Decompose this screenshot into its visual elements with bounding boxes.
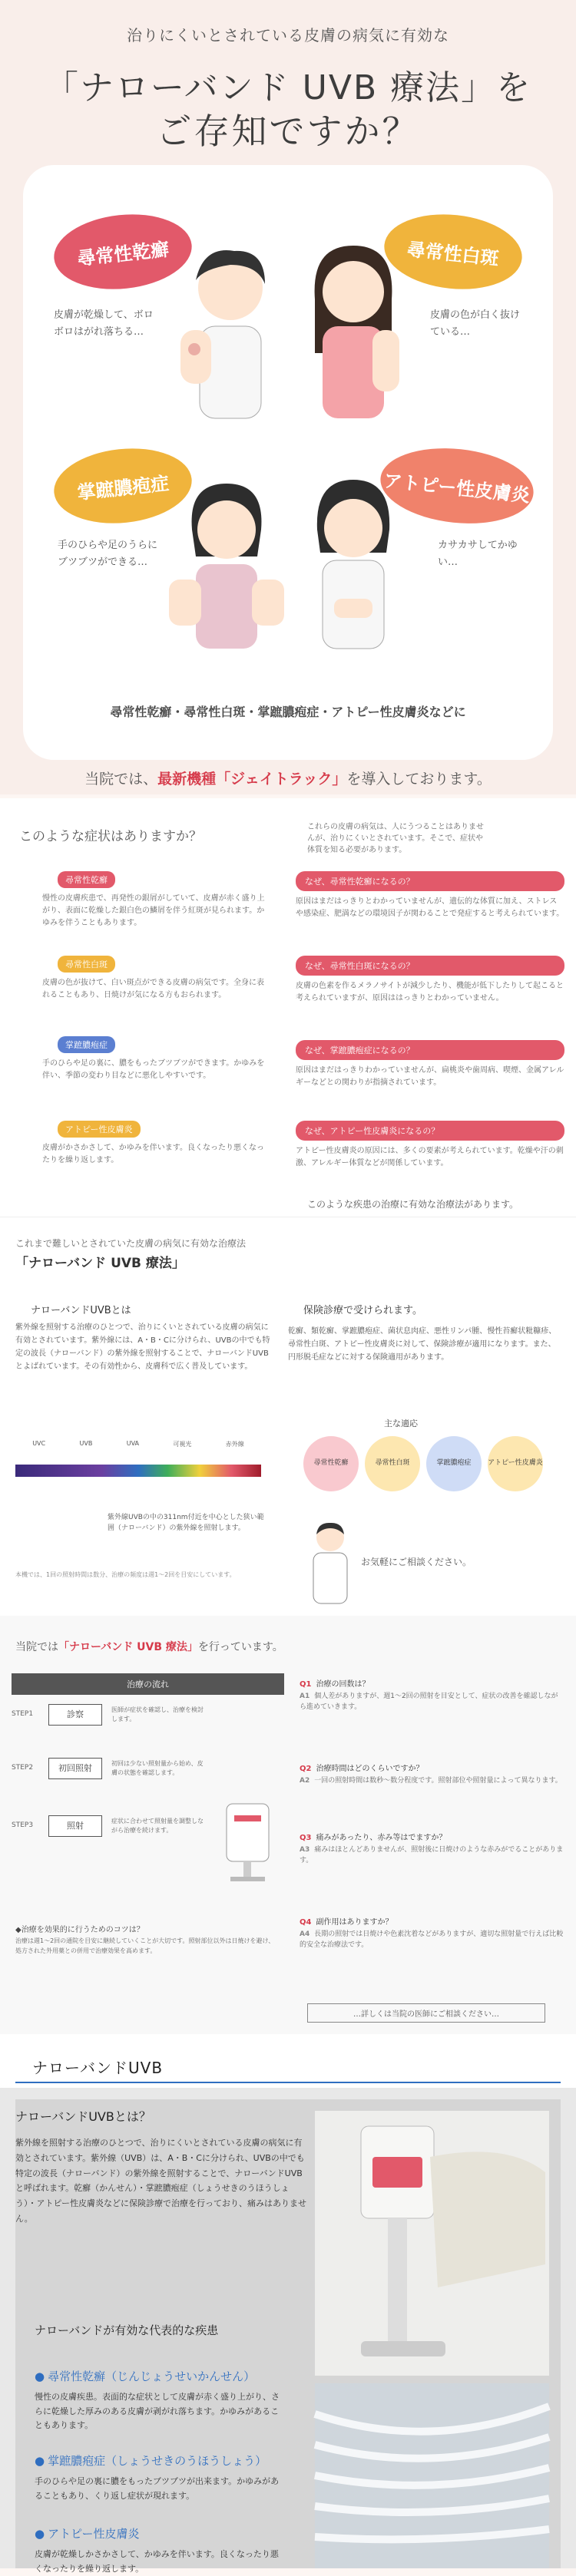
- qa-item: [300, 1831, 564, 1867]
- faq-question: なぜ、尋常性乾癬になるの？: [296, 871, 564, 891]
- uv-device-photo: [315, 2111, 549, 2376]
- step-label: STEP3: [12, 1821, 34, 1829]
- symptoms-closing: このような疾患の治療に有効な治療法があります。: [307, 1199, 519, 1210]
- insurance-heading: 保険診療で受けられます。: [303, 1305, 422, 1316]
- qa-answer: A3 痛みはほとんどありませんが、照射後に日焼けのような赤みがでることがあります。: [300, 1846, 564, 1864]
- disease-item: [35, 2525, 280, 2576]
- about-heading: ナローバンドUVBとは: [31, 1305, 131, 1316]
- woman-illustration: [296, 238, 411, 418]
- main-diseases-label: 主な適応: [384, 1418, 418, 1428]
- flow-header: 治療の流れ: [12, 1673, 284, 1695]
- flow-footer: …詳しくは当院の医師にご相談ください…: [307, 2003, 545, 2023]
- faq-question: なぜ、尋常性白斑になるの？: [296, 956, 564, 976]
- about-subtitle: これまで難しいとされていた皮膚の病気に有効な治療法: [15, 1238, 247, 1249]
- step-label: STEP1: [12, 1710, 34, 1718]
- symptoms-section: [0, 798, 576, 1217]
- intro-prefix: 当院では、: [84, 771, 158, 788]
- conditions-card: [23, 165, 553, 760]
- speech-ppp: 手のひらや足のうらにブツブツができる…: [58, 540, 158, 569]
- hero-section: [0, 0, 576, 794]
- hint-text: 治療は週1〜2回の通院を目安に継続していくことが大切です。照射部位以外は日焼けを避け、処方された外用薬との併用で治療効果を高めます。: [15, 1937, 275, 1954]
- about-section: [0, 1217, 576, 1616]
- what-text: 紫外線を照射する治療のひとつで、治りにくいとされている皮膚の病気に有効とされています。紫外線（UVB）は、A・B・Cに分けられ、UVBの中でも特定の波長（ナローバンド）の紫外線を照射することで、ナローバンドUVBと呼ばれます。乾癬（かんせん）・掌蹠膿疱症（しょうせきのうほうしょう）・アトピー性皮膚炎などに保険診療で治療を行っており、痛みはありません。: [15, 2138, 307, 2224]
- step-desc: 初回は少ない照射量から始め、皮膚の状態を確認します。: [111, 1760, 204, 1776]
- disease-name: ● アトピー性皮膚炎: [35, 2525, 280, 2541]
- disease-name: ● 掌蹠膿疱症（しょうせきのうほうしょう）: [35, 2452, 280, 2469]
- flow-section: [0, 1616, 576, 2034]
- symptom-tag: 尋常性白斑: [58, 956, 115, 973]
- qa-question: Q1 治療の回数は？: [300, 1680, 370, 1689]
- hero-headline: 「ナローバンド UVB 療法」を: [44, 68, 532, 107]
- intro-highlight: 最新機種「ジェイトラック」: [157, 771, 347, 788]
- flow-intro-suffix: を行っています。: [197, 1641, 283, 1653]
- qa-question-text: 治療の回数は？: [316, 1680, 370, 1689]
- qa-answer-text: 個人差がありますが、週1〜2回の照射を目安として、症状の改善を確認しながら進めていきます。: [300, 1693, 558, 1711]
- step-label: STEP2: [12, 1764, 34, 1772]
- about-title: 「ナローバンド UVB 療法」: [15, 1256, 185, 1271]
- faq-question: なぜ、掌蹠膿疱症になるの？: [296, 1040, 564, 1060]
- spectrum-label: UVA: [126, 1440, 140, 1447]
- faq-answer: アトピー性皮膚炎の原因には、多くの要素が考えられています。乾燥や汗の刺激、アレルギー体質などが関係しています。: [296, 1147, 564, 1167]
- disease-text: 手のひらや足の裏に膿をもったブツブツが出来ます。かゆみがあることもあり、くり返し症状が現れます。: [35, 2476, 280, 2501]
- consult-text: お気軽にご相談ください。: [361, 1557, 472, 1567]
- disease-circle: 尋常性乾癬: [303, 1436, 359, 1491]
- girl-itching-illustration: [296, 468, 411, 649]
- qa-answer-text: 痛みはほとんどありませんが、照射後に日焼けのような赤みがでることがあります。: [300, 1846, 564, 1864]
- qa-answer: A2 一回の照射時間は数秒〜数分程度です。照射部位や照射量によって異なります。: [300, 1777, 562, 1785]
- symptom-tag: 掌蹠膿疱症: [58, 1036, 115, 1053]
- speech-atopic: カサカサしてかゆい…: [438, 540, 518, 569]
- qa-answer-text: 長期の照射では日焼けや色素沈着などがありますが、適切な照射量で行えば比較的安全な治療法です。: [300, 1930, 564, 1949]
- condition-badge-ppp: 掌蹠膿疱症: [50, 442, 195, 530]
- symptom-text: 皮膚がかさかさして、かゆみを伴います。良くなったり悪くなったりを繰り返します。: [42, 1144, 264, 1164]
- symptoms-note: これらの皮膚の病気は、人にうつることはありませんが、治りにくいとされています。そこで、症状や体質を知る必要があります。: [307, 823, 484, 854]
- symptom-item: [42, 956, 265, 1002]
- narrowband-title-bar: [0, 2034, 576, 2088]
- what-heading: ナローバンドUVBとは？: [15, 2109, 151, 2124]
- disease-circle: 尋常性白斑: [365, 1436, 420, 1491]
- qa-answer: A4 長期の照射では日焼けや色素沈着などがありますが、適切な照射量で行えば比較的安全な治療法です。: [300, 1930, 564, 1949]
- symptom-text: 皮膚の色が抜けて、白い斑点ができる皮膚の病気です。全身に表れることもあり、日焼けが気になる方もおられます。: [42, 979, 264, 999]
- spectrum-label: 赤外線: [225, 1441, 244, 1448]
- narrowband-section: [0, 2034, 576, 2574]
- disease-item: [35, 2368, 280, 2433]
- condition-badge-psoriasis: 尋常性乾癬: [50, 208, 195, 296]
- main-diseases-heading: ナローバンドが有効な代表的な疾患: [35, 2323, 219, 2337]
- speech-psoriasis: 皮膚が乾燥して、ボロボロはがれ落ちる…: [54, 309, 154, 339]
- doctor-illustration: [307, 1521, 353, 1605]
- about-footnote: 本機では、1回の照射時間は数分、治療の頻度は週1〜2回を目安にしています。: [15, 1571, 236, 1578]
- qa-item: [300, 1677, 564, 1713]
- disease-text: 皮膚が乾燥しかさかさして、かゆみを伴います。良くなったり悪くなったりを繰り返します。: [35, 2549, 279, 2574]
- disease-circle: 掌蹠膿疱症: [426, 1436, 482, 1491]
- qa-question: Q4 副作用はありますか？: [300, 1918, 393, 1927]
- step-name: 初回照射: [48, 1758, 102, 1779]
- symptom-text: 手のひらや足の裏に、膿をもったブツブツができます。かゆみを伴い、季節の変わり目などに悪化しやすいです。: [42, 1059, 265, 1080]
- speech-vitiligo: 皮膚の色が白く抜けている…: [430, 309, 521, 339]
- qa-item: [300, 1762, 564, 1787]
- faq-item: [296, 1040, 564, 1089]
- uv-spectrum-bar: [15, 1455, 261, 1486]
- insurance-text: 乾癬、類乾癬、掌蹠膿疱症、菌状息肉症、悪性リンパ腫、慢性苔癬状粃糠疹、尋常性白斑、アトピー性皮膚炎に対して、保険診療が適用になります。また、円形脱毛症などに対する保険適用があります。: [288, 1327, 557, 1362]
- title-underline: [15, 2082, 561, 2083]
- qa-answer: A1 個人差がありますが、週1〜2回の照射を目安として、症状の改善を確認しながら進めていきます。: [300, 1693, 558, 1711]
- disease-text: 慢性の皮膚疾患。表面的な症状として皮膚が赤く盛り上がり、さらに乾燥した厚みのある皮膚が剥がれ落ちます。かゆみがあることもあります。: [35, 2392, 280, 2431]
- faq-answer: 原因はまだはっきりとわかっていませんが、遺伝的な体質に加え、ストレスや感染症、肥満などの環境因子が関わることで発症すると考えられています。: [296, 897, 564, 918]
- spectrum-description: 紫外線UVBの中の311nm付近を中心とした狭い範囲（ナローバンド）の紫外線を照射します。: [108, 1514, 264, 1532]
- hero-headline-2: ご存知ですか？: [156, 111, 420, 152]
- qa-question: Q2 治療時間はどのくらいですか？: [300, 1765, 424, 1773]
- qa-answer-text: 一回の照射時間は数秒〜数分程度です。照射部位や照射量によって異なります。: [314, 1777, 562, 1785]
- faq-answer: 原因はまだはっきりわかっていませんが、扁桃炎や歯周病、喫煙、金属アレルギーなどとの関わりが指摘されています。: [296, 1066, 564, 1087]
- symptoms-question: このような症状はありますか？: [19, 829, 202, 844]
- flow-intro: [15, 1639, 283, 1654]
- uv-lamp-image: [315, 2383, 549, 2568]
- symptom-text: 慢性の皮膚疾患で、再発性の銀屑がしていて、皮膚が赤く盛り上がり、表面に乾燥した銀白色の鱗屑を伴う紅斑が見られます。かゆみを伴うこともあります。: [42, 894, 265, 927]
- spectrum-label: UVC: [32, 1440, 46, 1447]
- condition-badge-vitiligo: 尋常性白斑: [380, 208, 525, 296]
- spectrum-labels: [15, 1440, 261, 1448]
- uv-machine-illustration: [211, 1800, 280, 1884]
- spectrum-label: 可視光: [173, 1441, 192, 1448]
- qa-question: Q3 痛みがあったり、赤み等はでますか？: [300, 1834, 447, 1842]
- disease-item: [35, 2452, 280, 2503]
- symptom-item: [42, 1121, 265, 1167]
- spectrum-label: UVB: [79, 1440, 93, 1447]
- faq-item: [296, 871, 564, 920]
- step-desc: 医師が症状を確認し、治療を検討します。: [111, 1706, 204, 1722]
- symptom-tag: アトピー性皮膚炎: [58, 1121, 141, 1138]
- faq-item: [296, 956, 564, 1005]
- narrowband-text-column: [15, 2107, 307, 2227]
- boy-illustration: [173, 242, 288, 418]
- disease-name: ● 尋常性乾癬（じんじょうせいかんせん）: [35, 2368, 280, 2384]
- uv-lamp-photo: [315, 2383, 549, 2568]
- symptom-item: [42, 871, 265, 930]
- about-text: 紫外線を照射する治療のひとつで、治りにくいとされている皮膚の病気に有効とされています。紫外線には、A・B・Cに分けられ、UVBの中でも特定の波長（ナローバンド）の紫外線を照射することで、ナローバンドUVBとよばれています。その有効性から、皮膚科で広く普及しています。: [15, 1323, 270, 1371]
- faq-item: [296, 1121, 564, 1170]
- step-desc: 症状に合わせて照射量を調整しながら治療を続けます。: [111, 1818, 204, 1834]
- uv-device-image: [315, 2111, 549, 2376]
- flow-intro-prefix: 当院では: [15, 1641, 58, 1653]
- narrowband-title: ナローバンドUVB: [32, 2059, 164, 2077]
- hero-lead: 治りにくいとされている皮膚の病気に有効な: [127, 26, 449, 45]
- intro-suffix: を導入しております。: [346, 771, 492, 788]
- qa-item: [300, 1915, 564, 1951]
- step-name: 照射: [48, 1815, 102, 1837]
- disease-circle: アトピー性皮膚炎: [488, 1436, 543, 1491]
- condition-badge-atopic: アトピー性皮膚炎: [377, 441, 538, 530]
- symptom-tag: 尋常性乾癬: [58, 871, 115, 888]
- faq-question: なぜ、アトピー性皮膚炎になるの？: [296, 1121, 564, 1141]
- qa-question-text: 痛みがあったり、赤み等はでますか？: [316, 1834, 447, 1842]
- step-name: 診察: [48, 1704, 102, 1726]
- flow-intro-highlight: 「ナローバンド UVB 療法」: [58, 1641, 198, 1653]
- faq-answer: 皮膚の色素を作るメラノサイトが減少したり、機能が低下したりして起こると考えられていますが、原因ははっきりとわかっていません。: [296, 982, 564, 1002]
- symptom-item: [42, 1036, 265, 1082]
- clinic-intro: [0, 768, 576, 788]
- hint-heading: ◆治療を効果的に行うためのコツは？: [15, 1926, 144, 1934]
- qa-question-text: 副作用はありますか？: [316, 1918, 393, 1927]
- woman-hands-illustration: [165, 472, 288, 649]
- conditions-summary: 尋常性乾癬・尋常性白斑・掌蹠膿疱症・アトピー性皮膚炎などに: [110, 705, 466, 719]
- qa-question-text: 治療時間はどのくらいですか？: [316, 1765, 424, 1773]
